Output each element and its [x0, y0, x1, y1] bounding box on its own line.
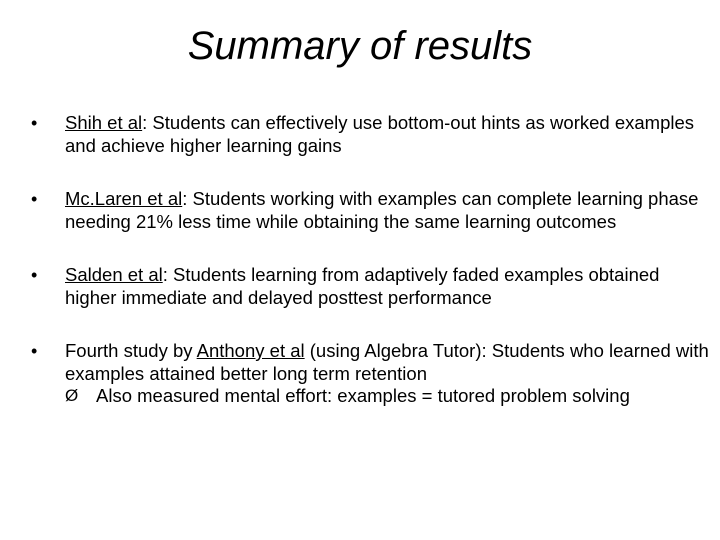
slide-title: Summary of results [187, 24, 533, 68]
bullet-marker-icon: • [31, 341, 38, 361]
bullet-item [30, 188, 710, 233]
sub-bullet-item [65, 385, 710, 408]
bullet-marker-icon: • [31, 113, 38, 133]
bullet-marker-icon: • [31, 265, 38, 285]
bullet-item [30, 112, 710, 157]
bullet-item [30, 340, 710, 408]
bullet-list [30, 112, 710, 440]
author-citation: Shih et al [65, 112, 143, 133]
bullet-text: : Students working with examples can complete learning phase needing 21% less time while obtaining the same learning outcomes [65, 188, 699, 232]
bullet-marker-icon: • [31, 189, 38, 209]
bullet-prefix: Fourth study by [65, 340, 197, 361]
arrow-bullet-icon: Ø [65, 386, 79, 405]
sub-bullet-text: Also measured mental effort: examples = tutored problem solving [96, 385, 630, 406]
author-citation: Anthony et al [196, 340, 305, 361]
author-citation: Mc.Laren et al [65, 188, 183, 209]
bullet-item [30, 264, 710, 309]
bullet-text: : Students can effectively use bottom-out hints as worked examples and achieve higher learning gains [65, 112, 695, 156]
author-citation: Salden et al [65, 264, 163, 285]
bullet-text: : Students learning from adaptively faded examples obtained higher immediate and delayed posttest performance [65, 264, 660, 308]
bullet-text: (using Algebra Tutor): Students who learned with examples attained better long term retention [65, 340, 709, 384]
